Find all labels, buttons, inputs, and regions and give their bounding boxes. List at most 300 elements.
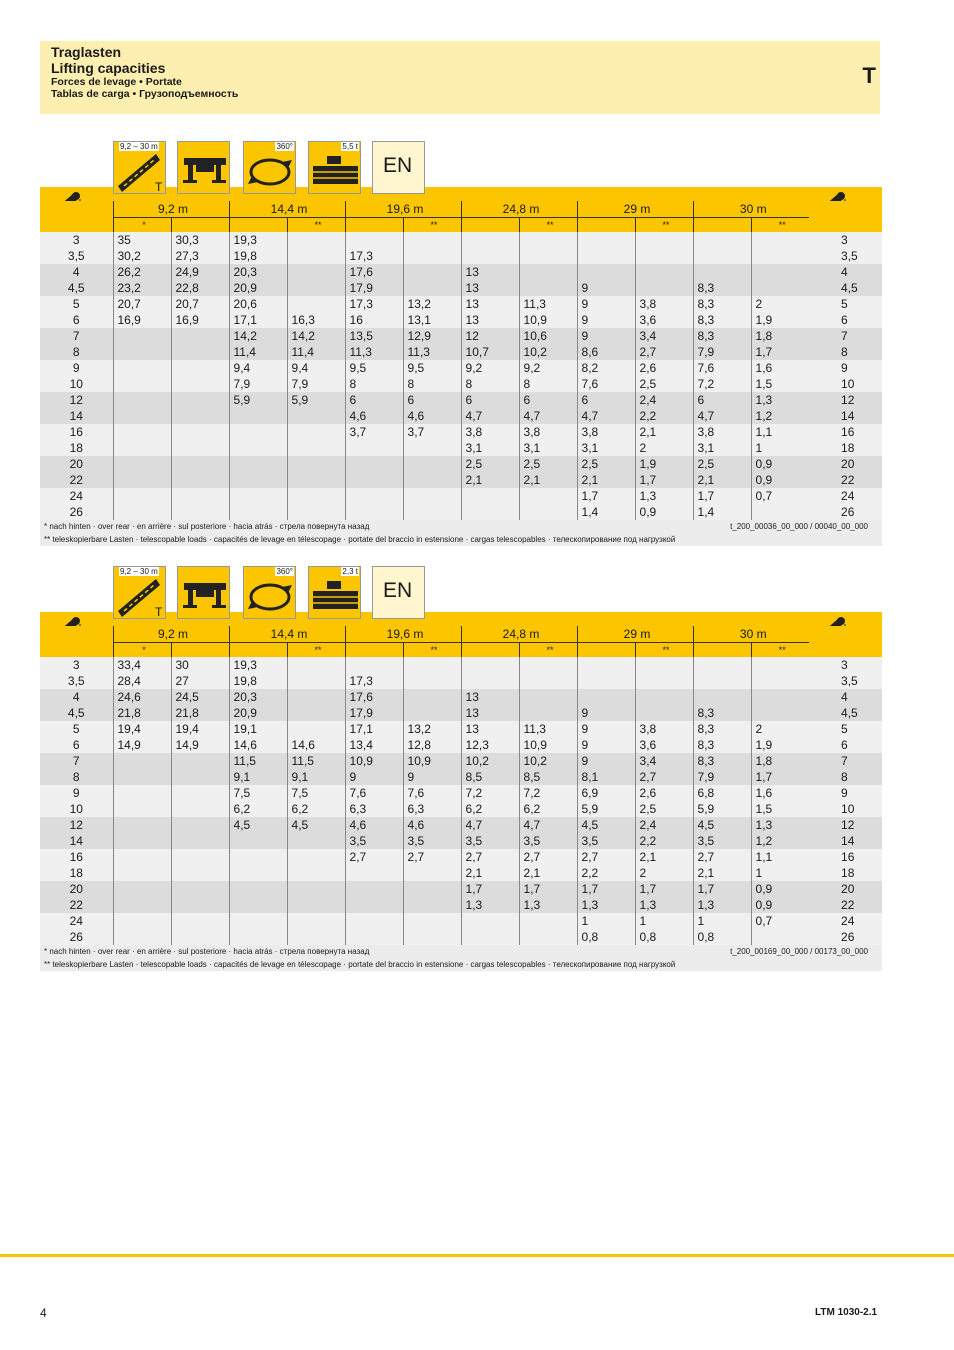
- radius-cell: 10: [809, 376, 882, 392]
- capacity-cell: 8,3: [693, 705, 751, 721]
- capacity-cell: 4,7: [693, 408, 751, 424]
- capacity-cell: 9: [577, 328, 635, 344]
- capacity-cell: 6: [577, 392, 635, 408]
- capacity-cell: 2,2: [635, 408, 693, 424]
- capacity-cell: 6: [403, 392, 461, 408]
- radius-cell: 16: [40, 424, 113, 440]
- capacity-cell: 2: [751, 296, 809, 312]
- lifting-capacity-table: [40, 626, 882, 945]
- capacity-cell: 1,3: [693, 897, 751, 913]
- capacity-cell: 0,9: [751, 881, 809, 897]
- radius-cell: 18: [40, 865, 113, 881]
- capacity-cell: 17,1: [345, 721, 403, 737]
- capacity-cell: 1,3: [519, 897, 577, 913]
- boom-length-header: 19,6 m: [345, 201, 461, 218]
- slewing-360-icon: [243, 141, 296, 194]
- capacity-cell: 13,2: [403, 296, 461, 312]
- capacity-cell: 9,5: [403, 360, 461, 376]
- capacity-cell: 11,4: [229, 344, 287, 360]
- radius-cell: 24: [40, 488, 113, 504]
- capacity-cell: 2: [751, 721, 809, 737]
- telescopable-marker: **: [519, 218, 577, 233]
- capacity-cell: [171, 753, 229, 769]
- capacity-cell: [171, 456, 229, 472]
- capacity-cell: [171, 865, 229, 881]
- capacity-cell: 13: [461, 264, 519, 280]
- radius-cell: 7: [40, 753, 113, 769]
- capacity-cell: [403, 488, 461, 504]
- telescopable-marker: **: [635, 643, 693, 658]
- capacity-cell: 1,4: [577, 504, 635, 520]
- radius-cell: 3: [809, 657, 882, 673]
- boom-length-label: 9,2 – 30 m: [120, 142, 158, 151]
- column-subheader: [171, 643, 229, 658]
- telescopable-marker: **: [751, 643, 809, 658]
- capacity-cell: 9: [577, 721, 635, 737]
- capacity-cell: 1,7: [751, 344, 809, 360]
- capacity-cell: 27: [171, 673, 229, 689]
- capacity-cell: [403, 929, 461, 945]
- capacity-cell: 20,6: [229, 296, 287, 312]
- capacity-cell: 2,1: [693, 865, 751, 881]
- capacity-cell: 10,9: [403, 753, 461, 769]
- capacity-cell: [751, 232, 809, 248]
- capacity-cell: 6: [461, 392, 519, 408]
- capacity-cell: 11,5: [287, 753, 345, 769]
- capacity-cell: 3,1: [693, 440, 751, 456]
- capacity-cell: 9: [577, 753, 635, 769]
- capacity-cell: 8: [519, 376, 577, 392]
- capacity-cell: 16,9: [171, 312, 229, 328]
- capacity-cell: 14,9: [171, 737, 229, 753]
- capacity-cell: 13: [461, 296, 519, 312]
- radius-cell: 6: [40, 737, 113, 753]
- table-row: [40, 232, 882, 248]
- capacity-cell: [519, 504, 577, 520]
- capacity-cell: 2,5: [577, 456, 635, 472]
- radius-cell: 7: [809, 753, 882, 769]
- capacity-cell: 4,5: [287, 817, 345, 833]
- capacity-cell: [229, 472, 287, 488]
- capacity-cell: [287, 897, 345, 913]
- radius-cell: 24: [40, 913, 113, 929]
- capacity-cell: 21,8: [113, 705, 171, 721]
- capacity-cell: 9: [577, 280, 635, 296]
- capacity-cell: 20,9: [229, 280, 287, 296]
- radius-cell: 10: [809, 801, 882, 817]
- table-row: [40, 392, 882, 408]
- capacity-cell: 4,5: [577, 817, 635, 833]
- capacity-cell: 24,5: [171, 689, 229, 705]
- radius-cell: 9: [40, 360, 113, 376]
- capacity-cell: [403, 232, 461, 248]
- capacity-cell: [403, 897, 461, 913]
- radius-cell: 7: [40, 328, 113, 344]
- capacity-cell: 12: [461, 328, 519, 344]
- capacity-cell: 17,3: [345, 673, 403, 689]
- capacity-cell: [113, 849, 171, 865]
- table-row: [40, 801, 882, 817]
- capacity-cell: [113, 456, 171, 472]
- over-rear-marker: *: [113, 643, 171, 658]
- capacity-cell: 19,3: [229, 232, 287, 248]
- capacity-cell: [229, 408, 287, 424]
- capacity-cell: [229, 913, 287, 929]
- capacity-cell: [519, 913, 577, 929]
- capacity-cell: [229, 865, 287, 881]
- capacity-cell: 2,1: [577, 472, 635, 488]
- capacity-cell: [113, 785, 171, 801]
- radius-cell: 3,5: [809, 248, 882, 264]
- table-row: [40, 689, 882, 705]
- table-row: [40, 472, 882, 488]
- capacity-cell: 7,2: [693, 376, 751, 392]
- radius-cell: 26: [40, 504, 113, 520]
- radius-cell: 9: [809, 360, 882, 376]
- capacity-cell: [403, 689, 461, 705]
- capacity-cell: [577, 657, 635, 673]
- capacity-cell: [635, 280, 693, 296]
- capacity-cell: [693, 232, 751, 248]
- capacity-cell: 9,1: [229, 769, 287, 785]
- capacity-cell: [345, 913, 403, 929]
- capacity-cell: 2,4: [635, 392, 693, 408]
- capacity-cell: [345, 488, 403, 504]
- capacity-cell: 1,7: [693, 488, 751, 504]
- capacity-cell: [461, 232, 519, 248]
- radius-cell: 20: [40, 881, 113, 897]
- radius-cell: 14: [809, 408, 882, 424]
- capacity-cell: 3,7: [403, 424, 461, 440]
- capacity-cell: [577, 264, 635, 280]
- radius-cell: 4,5: [40, 705, 113, 721]
- note-over-rear: * nach hinten · over rear · en arrière · sul posteriore · hacia atrás · стрела повернута назад: [44, 522, 370, 531]
- capacity-cell: 7,5: [229, 785, 287, 801]
- capacity-cell: [345, 456, 403, 472]
- capacity-cell: [287, 705, 345, 721]
- capacity-cell: 30,2: [113, 248, 171, 264]
- capacity-cell: [635, 232, 693, 248]
- capacity-cell: [113, 865, 171, 881]
- capacity-cell: [287, 865, 345, 881]
- capacity-cell: [171, 440, 229, 456]
- capacity-cell: [113, 488, 171, 504]
- en-standard-icon: [372, 141, 425, 194]
- capacity-cell: 22,8: [171, 280, 229, 296]
- capacity-cell: [229, 833, 287, 849]
- radius-cell: 3,5: [40, 673, 113, 689]
- capacity-cell: [171, 376, 229, 392]
- capacity-cell: 8: [461, 376, 519, 392]
- capacity-cell: [519, 689, 577, 705]
- capacity-cell: 10,2: [461, 753, 519, 769]
- capacity-cell: [751, 689, 809, 705]
- capacity-cell: 10,9: [345, 753, 403, 769]
- capacity-cell: 8,6: [577, 344, 635, 360]
- table-row: [40, 360, 882, 376]
- capacity-cell: 7,2: [461, 785, 519, 801]
- column-subheader: [345, 643, 403, 658]
- capacity-cell: [113, 328, 171, 344]
- column-subheader: [693, 218, 751, 233]
- radius-cell: 14: [809, 833, 882, 849]
- capacity-cell: 0,9: [751, 456, 809, 472]
- capacity-cell: 19,1: [229, 721, 287, 737]
- boom-length-header: 9,2 m: [113, 626, 229, 643]
- capacity-cell: 8,3: [693, 328, 751, 344]
- capacity-cell: 3,1: [519, 440, 577, 456]
- capacity-cell: 1,8: [751, 753, 809, 769]
- capacity-cell: 1,5: [751, 376, 809, 392]
- capacity-cell: [751, 504, 809, 520]
- capacity-cell: [287, 296, 345, 312]
- column-subheader: [171, 218, 229, 233]
- table-notes: [40, 520, 882, 546]
- title-en: Lifting capacities: [51, 60, 166, 77]
- boom-length-header: 29 m: [577, 626, 693, 643]
- capacity-cell: 33,4: [113, 657, 171, 673]
- capacity-cell: 6,3: [403, 801, 461, 817]
- radius-cell: 26: [40, 929, 113, 945]
- capacity-cell: 2,5: [635, 801, 693, 817]
- capacity-cell: 30: [171, 657, 229, 673]
- table-row: [40, 328, 882, 344]
- capacity-cell: 1,5: [751, 801, 809, 817]
- slew-label: 360°: [276, 567, 293, 576]
- capacity-cell: [751, 673, 809, 689]
- capacity-cell: 6: [345, 392, 403, 408]
- capacity-cell: 9,2: [519, 360, 577, 376]
- capacity-cell: 1: [751, 865, 809, 881]
- column-subheader: [229, 643, 287, 658]
- capacity-cell: 3,5: [403, 833, 461, 849]
- capacity-cell: [287, 673, 345, 689]
- capacity-cell: [519, 705, 577, 721]
- capacity-cell: 11,4: [287, 344, 345, 360]
- capacity-cell: [751, 705, 809, 721]
- capacity-cell: 1,3: [751, 392, 809, 408]
- counterweight-label: 5,5 t: [342, 142, 358, 151]
- capacity-cell: 1,7: [461, 881, 519, 897]
- table-row: [40, 897, 882, 913]
- capacity-cell: 13: [461, 312, 519, 328]
- capacity-cell: 2,5: [635, 376, 693, 392]
- capacity-cell: [171, 344, 229, 360]
- capacity-cell: [519, 248, 577, 264]
- capacity-cell: 17,3: [345, 296, 403, 312]
- capacity-cell: [577, 232, 635, 248]
- telescopable-marker: **: [519, 643, 577, 658]
- page-number: 4: [40, 1306, 47, 1320]
- capacity-cell: [345, 504, 403, 520]
- table-row: [40, 424, 882, 440]
- radius-cell: 3: [40, 657, 113, 673]
- capacity-cell: 3,5: [461, 833, 519, 849]
- capacity-cell: 4,6: [403, 817, 461, 833]
- capacity-cell: 17,9: [345, 280, 403, 296]
- capacity-cell: 1: [693, 913, 751, 929]
- capacity-cell: 14,9: [113, 737, 171, 753]
- capacity-cell: 1,2: [751, 408, 809, 424]
- boom-length-header: 30 m: [693, 626, 809, 643]
- telescopable-marker: **: [403, 218, 461, 233]
- capacity-cell: 16: [345, 312, 403, 328]
- radius-cell: 6: [40, 312, 113, 328]
- capacity-cell: 19,8: [229, 248, 287, 264]
- capacity-cell: 2,1: [693, 472, 751, 488]
- capacity-cell: [229, 881, 287, 897]
- capacity-cell: [461, 657, 519, 673]
- capacity-cell: [171, 504, 229, 520]
- capacity-cell: [113, 344, 171, 360]
- capacity-cell: 3,8: [635, 721, 693, 737]
- capacity-cell: 12,8: [403, 737, 461, 753]
- table-row: [40, 785, 882, 801]
- capacity-cell: [751, 280, 809, 296]
- capacity-cell: 9: [577, 705, 635, 721]
- capacity-cell: 1: [577, 913, 635, 929]
- column-subheader: [461, 643, 519, 658]
- outrigger-icon: [177, 566, 230, 619]
- capacity-cell: [287, 721, 345, 737]
- footer-line: [0, 1254, 954, 1257]
- capacity-cell: 17,9: [345, 705, 403, 721]
- radius-cell: 12: [40, 392, 113, 408]
- capacity-cell: [461, 248, 519, 264]
- capacity-cell: 3,8: [461, 424, 519, 440]
- table-row: [40, 737, 882, 753]
- capacity-cell: 6,2: [287, 801, 345, 817]
- capacity-cell: [345, 232, 403, 248]
- capacity-cell: [229, 488, 287, 504]
- capacity-cell: 2,7: [635, 769, 693, 785]
- capacity-cell: [113, 472, 171, 488]
- capacity-cell: [403, 881, 461, 897]
- capacity-cell: 14,2: [287, 328, 345, 344]
- capacity-cell: [171, 833, 229, 849]
- capacity-cell: [403, 657, 461, 673]
- capacity-cell: [287, 657, 345, 673]
- capacity-cell: 7,9: [693, 344, 751, 360]
- capacity-cell: 30,3: [171, 232, 229, 248]
- capacity-cell: [171, 817, 229, 833]
- capacity-cell: 9: [403, 769, 461, 785]
- capacity-cell: 8,3: [693, 753, 751, 769]
- capacity-cell: 7,9: [693, 769, 751, 785]
- capacity-cell: [287, 424, 345, 440]
- radius-cell: 6: [809, 737, 882, 753]
- radius-cell: 7: [809, 328, 882, 344]
- capacity-cell: 3,1: [577, 440, 635, 456]
- capacity-cell: [751, 657, 809, 673]
- radius-cell: 24: [809, 488, 882, 504]
- capacity-cell: [461, 673, 519, 689]
- capacity-cell: 16,9: [113, 312, 171, 328]
- radius-cell: 3,5: [809, 673, 882, 689]
- capacity-cell: [519, 488, 577, 504]
- capacity-cell: 8,3: [693, 312, 751, 328]
- capacity-cell: [113, 833, 171, 849]
- capacity-cell: [345, 865, 403, 881]
- capacity-cell: 27,3: [171, 248, 229, 264]
- capacity-cell: 9: [577, 312, 635, 328]
- capacity-cell: 1,6: [751, 360, 809, 376]
- capacity-cell: 2,6: [635, 785, 693, 801]
- capacity-cell: 8: [345, 376, 403, 392]
- outrigger-icon: [177, 141, 230, 194]
- capacity-cell: 2,7: [345, 849, 403, 865]
- radius-cell: 5: [809, 721, 882, 737]
- capacity-cell: [229, 440, 287, 456]
- capacity-cell: [229, 504, 287, 520]
- capacity-cell: 14,2: [229, 328, 287, 344]
- telescopable-marker: **: [403, 643, 461, 658]
- capacity-cell: [287, 849, 345, 865]
- capacity-cell: 19,4: [171, 721, 229, 737]
- capacity-cell: 1,3: [635, 897, 693, 913]
- capacity-cell: [403, 673, 461, 689]
- capacity-cell: 11,3: [519, 721, 577, 737]
- table-row: [40, 913, 882, 929]
- telescopic-boom-icon: [113, 566, 166, 619]
- capacity-cell: [113, 440, 171, 456]
- capacity-cell: 24,6: [113, 689, 171, 705]
- radius-cell: 14: [40, 408, 113, 424]
- capacity-cell: [113, 801, 171, 817]
- table-row: [40, 456, 882, 472]
- capacity-cell: 17,6: [345, 264, 403, 280]
- capacity-cell: 13,5: [345, 328, 403, 344]
- capacity-cell: 5,9: [229, 392, 287, 408]
- radius-cell: 26: [809, 929, 882, 945]
- radius-cell: 4: [40, 264, 113, 280]
- capacity-cell: 9,4: [229, 360, 287, 376]
- radius-cell: 16: [809, 849, 882, 865]
- radius-cell: 4: [809, 689, 882, 705]
- table-row: [40, 929, 882, 945]
- table-row: [40, 280, 882, 296]
- telescopable-marker: **: [635, 218, 693, 233]
- capacity-cell: [171, 328, 229, 344]
- capacity-cell: 1,9: [751, 737, 809, 753]
- capacity-cell: [229, 897, 287, 913]
- capacity-cell: [635, 689, 693, 705]
- capacity-cell: [693, 657, 751, 673]
- capacity-cell: 3,7: [345, 424, 403, 440]
- en-standard-icon: [372, 566, 425, 619]
- column-subheader: [577, 643, 635, 658]
- table-row: [40, 657, 882, 673]
- capacity-cell: 0,7: [751, 913, 809, 929]
- capacity-cell: 2,2: [577, 865, 635, 881]
- radius-cell: 26: [809, 504, 882, 520]
- radius-cell: 20: [809, 456, 882, 472]
- capacity-cell: 6: [519, 392, 577, 408]
- capacity-cell: [287, 881, 345, 897]
- capacity-cell: 7,6: [577, 376, 635, 392]
- capacity-cell: [577, 673, 635, 689]
- capacity-cell: [403, 248, 461, 264]
- capacity-cell: [519, 280, 577, 296]
- capacity-cell: [229, 929, 287, 945]
- capacity-cell: 13,2: [403, 721, 461, 737]
- capacity-cell: [171, 785, 229, 801]
- table-code: t_200_00036_00_000 / 00040_00_000: [730, 522, 868, 531]
- boom-length-header: 24,8 m: [461, 626, 577, 643]
- table-row: [40, 296, 882, 312]
- capacity-cell: 7,9: [229, 376, 287, 392]
- capacity-cell: 1,7: [751, 769, 809, 785]
